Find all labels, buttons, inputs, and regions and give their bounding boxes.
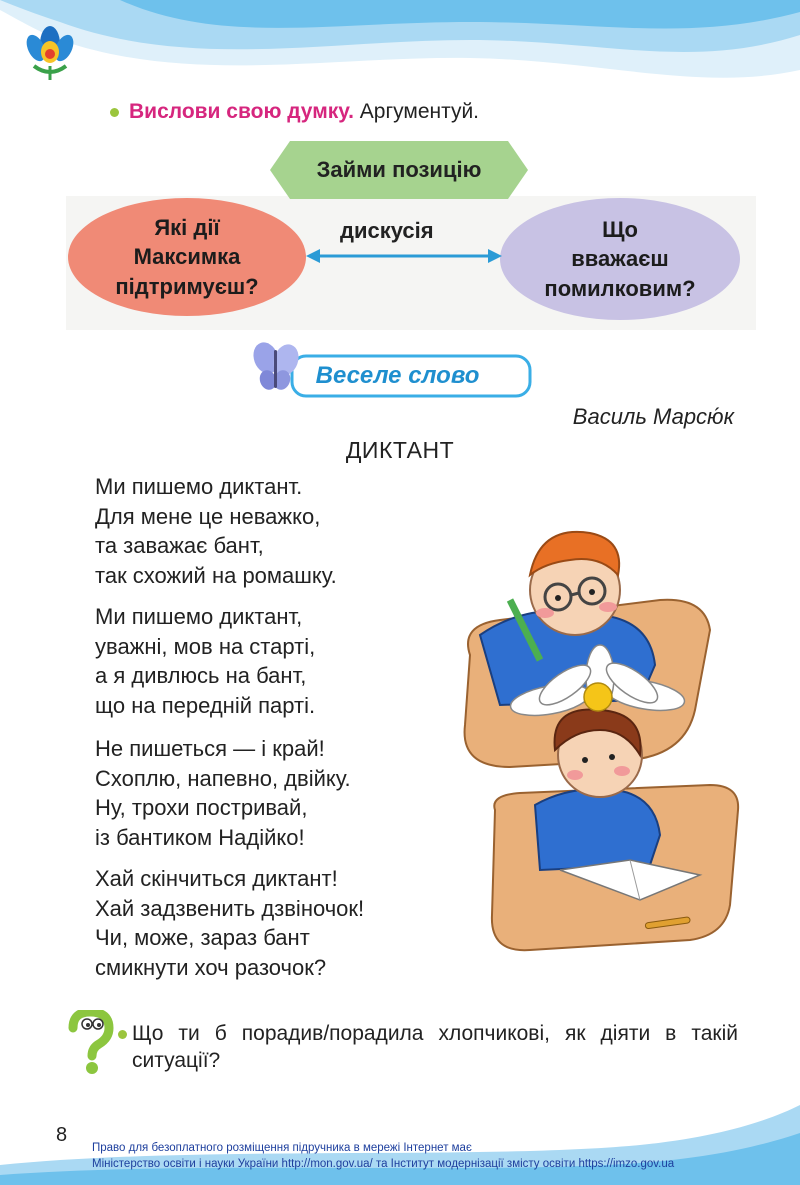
footer-copyright bbox=[92, 1140, 674, 1172]
discussion-label: дискусія bbox=[340, 218, 434, 243]
right-bubble-line: помилковим? bbox=[544, 275, 696, 301]
right-bubble-line: Що bbox=[602, 217, 638, 243]
double-arrow-icon bbox=[306, 246, 502, 266]
poem-line: Ми пишемо диктант. bbox=[95, 474, 303, 499]
page-number: 8 bbox=[56, 1124, 68, 1146]
children-at-desks-illustration bbox=[440, 505, 760, 980]
poem-line: смикнути хоч разочок? bbox=[95, 954, 327, 980]
poem-line: Схоплю, напевно, двійку. bbox=[95, 765, 351, 791]
left-bubble-line: Максимка bbox=[133, 244, 241, 270]
poem-line: Ми пишемо диктант, bbox=[95, 604, 303, 629]
poem-line: та заважає бант, bbox=[95, 533, 264, 558]
prompt-bold: Вислови свою думку. bbox=[129, 100, 354, 123]
poem-line: а я дивлюсь на бант, bbox=[95, 663, 307, 688]
poem-line: із бантиком Надійко! bbox=[95, 824, 305, 850]
left-opinion-bubble bbox=[68, 198, 306, 316]
question-mark-icon bbox=[65, 1010, 115, 1075]
poem-line: так схожий на ромашку. bbox=[95, 562, 337, 588]
poem-stanza bbox=[95, 864, 364, 982]
bullet-icon bbox=[118, 1030, 127, 1039]
right-opinion-bubble bbox=[500, 198, 740, 320]
poem-stanza bbox=[95, 472, 337, 590]
poem-line: Не пишеться — і край! bbox=[95, 736, 325, 761]
footer-line: Міністерство освіти і науки України http://mon.gov.ua/ та Інститут модернізації змісту освіти https://imzo.gov.ua bbox=[92, 1158, 675, 1170]
poem-line: що на передній парті. bbox=[95, 692, 316, 718]
poem-author: Василь Марсю́к bbox=[572, 404, 734, 429]
prompt-rest: Аргументуй. bbox=[359, 100, 480, 123]
top-wave-decoration bbox=[0, 0, 800, 110]
poem-stanza bbox=[95, 602, 315, 720]
section-title: Веселе слово bbox=[315, 362, 480, 389]
poem-line: уважні, мов на старті, bbox=[95, 633, 316, 659]
poem-line: Хай скінчиться диктант! bbox=[95, 866, 338, 891]
footer-line: Право для безоплатного розміщення підручника в мережі Інтернет має bbox=[92, 1142, 472, 1154]
poem-line: Ну, трохи постривай, bbox=[95, 795, 308, 820]
poem-stanza bbox=[95, 734, 351, 852]
bullet-icon bbox=[110, 108, 119, 117]
poem-line: Чи, може, зараз бант bbox=[95, 925, 310, 950]
poem-title: ДИКТАНТ bbox=[345, 437, 455, 463]
right-bubble-line: вважаєш bbox=[571, 246, 669, 272]
flower-logo-icon bbox=[24, 20, 76, 82]
take-position-label: Займи позицію bbox=[316, 157, 482, 182]
poem-line: Для мене це неважко, bbox=[95, 503, 321, 529]
prompt-line bbox=[110, 100, 479, 124]
poem-line: Хай задзвенить дзвіночок! bbox=[95, 895, 365, 921]
question-text: Що ти б порадив/порадила хлопчикові, як діяти в такій ситуації? bbox=[132, 1022, 738, 1072]
left-bubble-line: Які дії bbox=[154, 215, 220, 241]
left-bubble-line: підтримуєш? bbox=[115, 273, 259, 299]
